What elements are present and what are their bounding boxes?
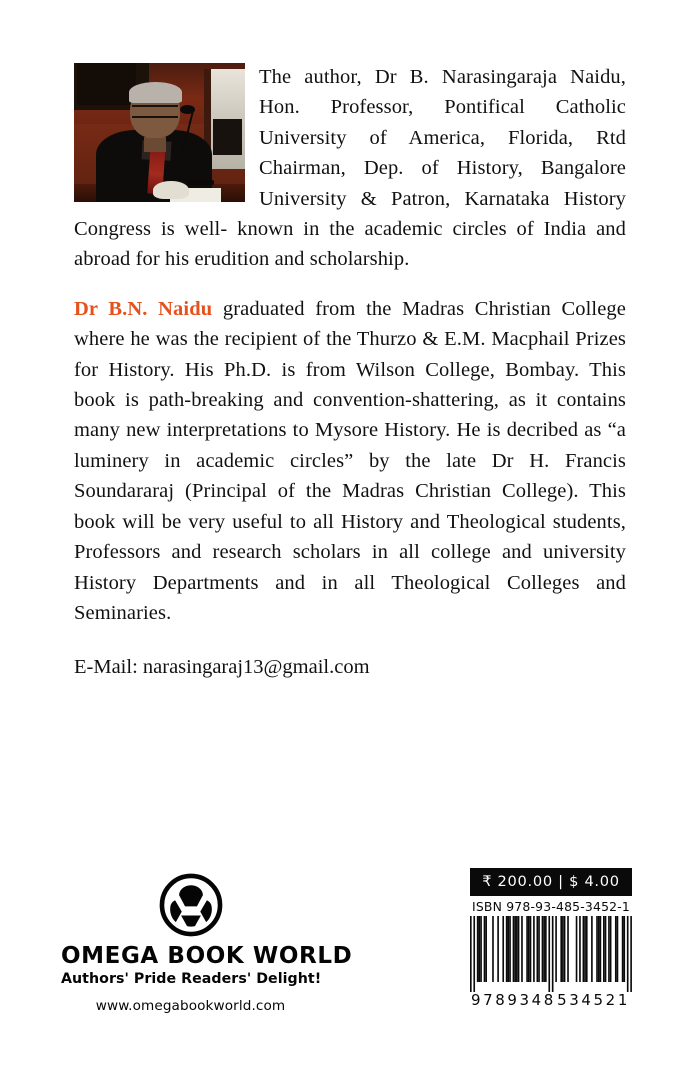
back-cover-content [74, 62, 626, 683]
author-name-highlight: Dr B.N. Naidu [74, 297, 213, 320]
ean-digits-right: 534521 [557, 991, 630, 1009]
blurb-p1-rest-text: Patron, Karnataka History Congress is well- known in the academic circles of India and abroad for his erudition and scholarship. [74, 187, 626, 271]
omega-trefoil-logo-icon [158, 872, 224, 938]
photo-wall-panel [77, 63, 135, 105]
photo-person-hand [153, 181, 189, 199]
photo-monitor [213, 119, 242, 155]
blurb-p2-text: graduated from the Madras Christian College where he was the recipient of the Thurzo & E.M. Macphail Prizes for History. His Ph.D. is from Wilson College, Bombay. This book is path-breaking and convention-shattering, as it contains many new interpretations to Mysore History. He is decribed as “a luminery in academic circles” by the late Dr H. Francis Soundararaj (Principal of the Madras Christian College). This book will be very useful to all History and Theological students, Professors and research scholars in all college and university History Departments and in all Theological Colleges and Seminaries. [74, 297, 626, 624]
isbn-text: ISBN 978-93-485-3452-1 [472, 899, 630, 914]
publisher-tagline: Authors' Pride Readers' Delight! [61, 971, 322, 988]
publisher-website[interactable]: www.omegabookworld.com [95, 998, 286, 1015]
photo-person-neck [144, 137, 166, 152]
ean13-digits [470, 991, 632, 1009]
ean-digit-left: 9 [471, 991, 482, 1009]
price-badge: ₹ 200.00 | $ 4.00 [470, 868, 632, 896]
photo-person-glasses [132, 105, 178, 119]
ean-digits-mid: 789348 [483, 991, 556, 1009]
blurb-p1-wrap-text: The author, Dr B. Narasingaraja Naidu, Hon. Professor, Pontifical Catholic University of America, Florida, Rtd Chairman, Dep. of History, Bangalore University & [259, 66, 626, 210]
photo-person-hair [129, 82, 182, 103]
publisher-block [61, 872, 353, 1015]
ean13-barcode [470, 916, 632, 992]
price-and-barcode-block [470, 868, 632, 1009]
photo-microphone-base [187, 180, 214, 186]
publisher-name: OMEGA BOOK WORLD [61, 943, 353, 969]
blurb-paragraph-biography [74, 294, 626, 628]
author-photo [74, 63, 245, 202]
author-email-line[interactable]: E-Mail: narasingaraj13@gmail.com [74, 656, 370, 679]
